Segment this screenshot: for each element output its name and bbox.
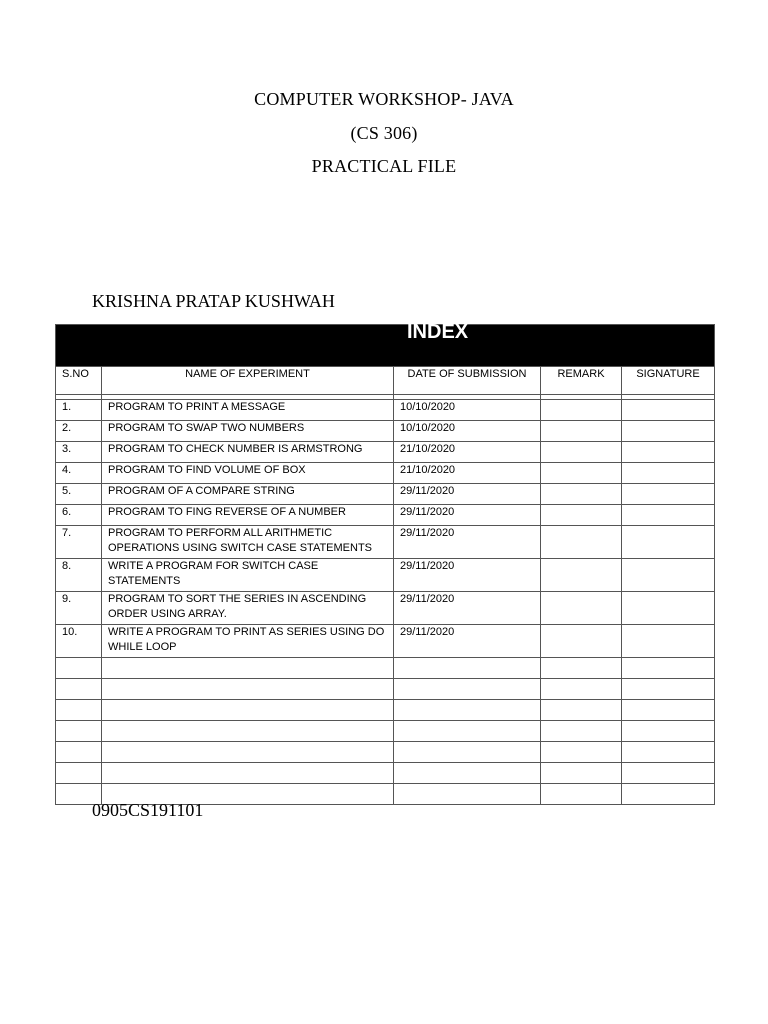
row-sno: 8. [56,559,102,592]
empty-cell [56,700,102,721]
empty-cell [56,721,102,742]
table-row [56,421,715,442]
empty-table-row [56,763,715,784]
row-signature [622,559,715,592]
row-experiment-name: PROGRAM TO PERFORM ALL ARITHMETIC OPERATIONS USING SWITCH CASE STATEMENTS [102,526,394,559]
empty-cell [622,700,715,721]
row-remark [541,505,622,526]
row-submission-date: 29/11/2020 [394,625,541,658]
row-sno: 3. [56,442,102,463]
table-row [56,526,715,559]
row-submission-date: 21/10/2020 [394,442,541,463]
empty-cell [56,658,102,679]
empty-cell [541,658,622,679]
row-sno: 5. [56,484,102,505]
row-submission-date: 29/11/2020 [394,592,541,625]
row-experiment-name: PROGRAM TO FING REVERSE OF A NUMBER [102,505,394,526]
row-signature [622,400,715,421]
empty-cell [541,700,622,721]
row-experiment-name: PROGRAM TO FIND VOLUME OF BOX [102,463,394,484]
row-experiment-name: PROGRAM TO CHECK NUMBER IS ARMSTRONG [102,442,394,463]
row-submission-date: 29/11/2020 [394,559,541,592]
empty-cell [394,658,541,679]
row-signature [622,625,715,658]
row-sno: 7. [56,526,102,559]
row-sno: 1. [56,400,102,421]
student-name: KRISHNA PRATAP KUSHWAH [92,291,335,311]
empty-cell [56,679,102,700]
empty-cell [541,721,622,742]
column-header-date: DATE OF SUBMISSION [394,367,541,395]
row-submission-date: 29/11/2020 [394,505,541,526]
row-remark [541,559,622,592]
empty-cell [541,763,622,784]
empty-cell [394,784,541,805]
index-title: INDEX [407,321,469,343]
row-signature [622,592,715,625]
row-signature [622,505,715,526]
empty-cell [394,721,541,742]
empty-cell [102,721,394,742]
row-experiment-name: WRITE A PROGRAM FOR SWITCH CASE STATEMENTS [102,559,394,592]
row-signature [622,463,715,484]
empty-cell [56,763,102,784]
column-header-signature: SIGNATURE [622,367,715,395]
empty-cell [622,658,715,679]
table-row [56,592,715,625]
row-sno: 10. [56,625,102,658]
empty-table-row [56,742,715,763]
empty-cell [541,679,622,700]
row-remark [541,442,622,463]
row-experiment-name: PROGRAM TO SORT THE SERIES IN ASCENDING ORDER USING ARRAY. [102,592,394,625]
index-table [55,321,715,805]
empty-cell [622,784,715,805]
table-row [56,625,715,658]
empty-cell [394,763,541,784]
row-submission-date: 10/10/2020 [394,421,541,442]
roll-number: 0905CS191101 [92,800,204,820]
row-remark [541,484,622,505]
empty-cell [541,784,622,805]
column-header-sno: S.NO [56,367,102,395]
row-submission-date: 29/11/2020 [394,526,541,559]
row-submission-date: 10/10/2020 [394,400,541,421]
course-code: (CS 306) [350,123,418,143]
empty-cell [622,679,715,700]
empty-table-row [56,700,715,721]
row-signature [622,442,715,463]
empty-cell [541,742,622,763]
row-submission-date: 29/11/2020 [394,484,541,505]
row-signature [622,421,715,442]
empty-cell [394,679,541,700]
row-remark [541,400,622,421]
empty-cell [102,700,394,721]
row-submission-date: 21/10/2020 [394,463,541,484]
row-signature [622,526,715,559]
row-remark [541,526,622,559]
row-experiment-name: PROGRAM OF A COMPARE STRING [102,484,394,505]
table-header-row [56,367,715,395]
row-experiment-name: PROGRAM TO PRINT A MESSAGE [102,400,394,421]
row-sno: 4. [56,463,102,484]
row-sno: 6. [56,505,102,526]
row-experiment-name: WRITE A PROGRAM TO PRINT AS SERIES USING DO WHILE LOOP [102,625,394,658]
empty-cell [102,658,394,679]
table-row [56,505,715,526]
empty-cell [394,700,541,721]
table-row [56,400,715,421]
row-remark [541,592,622,625]
index-banner-row [56,325,715,367]
empty-cell [622,763,715,784]
empty-table-row [56,721,715,742]
empty-cell [394,742,541,763]
row-experiment-name: PROGRAM TO SWAP TWO NUMBERS [102,421,394,442]
document-subtitle: PRACTICAL FILE [311,156,457,176]
row-sno: 9. [56,592,102,625]
empty-table-row [56,658,715,679]
column-header-remark: REMARK [541,367,622,395]
empty-table-row [56,679,715,700]
row-remark [541,625,622,658]
empty-cell [102,742,394,763]
table-row [56,484,715,505]
empty-cell [102,763,394,784]
empty-cell [622,721,715,742]
document-title: COMPUTER WORKSHOP- JAVA [254,89,514,109]
empty-cell [102,679,394,700]
row-remark [541,463,622,484]
table-row [56,559,715,592]
row-remark [541,421,622,442]
row-signature [622,484,715,505]
column-header-experiment: NAME OF EXPERIMENT [102,367,394,395]
table-row [56,463,715,484]
empty-cell [56,742,102,763]
row-sno: 2. [56,421,102,442]
table-row [56,442,715,463]
index-banner [56,321,715,367]
empty-cell [622,742,715,763]
